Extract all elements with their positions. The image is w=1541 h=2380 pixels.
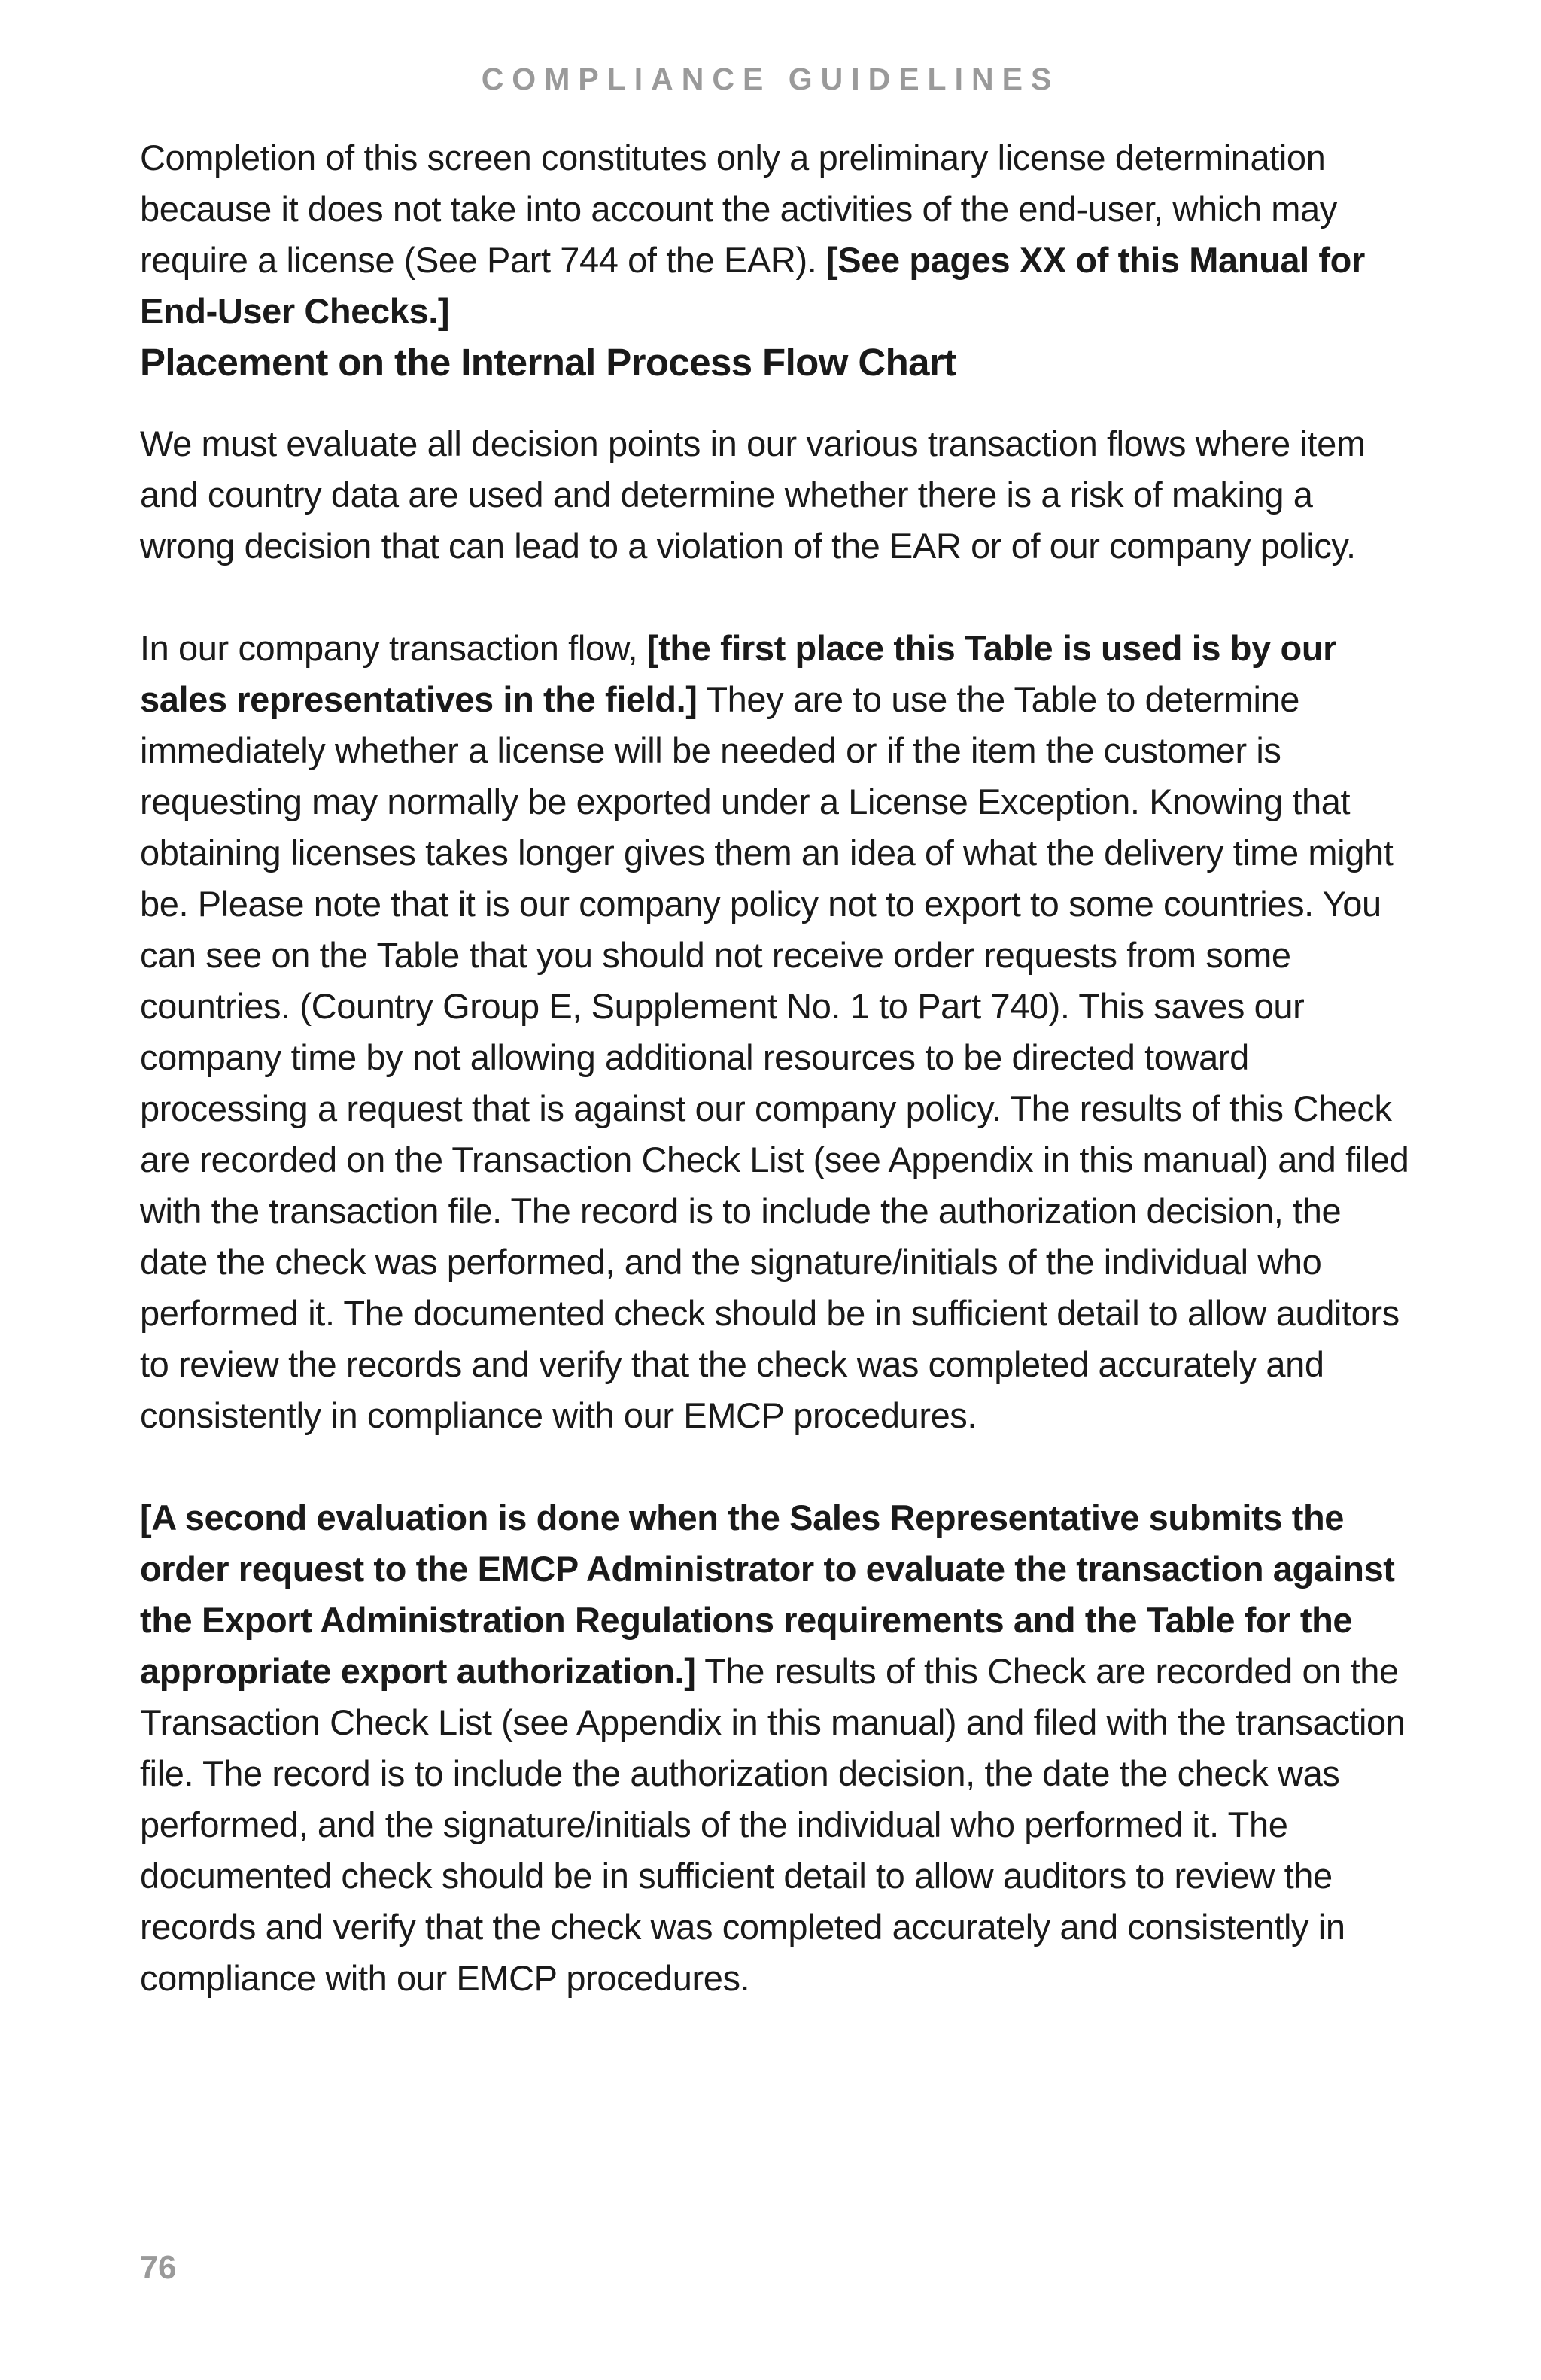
transaction-flow-lead: In our company transaction flow, bbox=[140, 628, 647, 668]
transaction-flow-paragraph bbox=[140, 623, 1412, 1441]
body-text bbox=[140, 132, 1412, 2004]
page-number: 76 bbox=[140, 2249, 176, 2286]
intro-text: Completion of this screen constitutes only a preliminary license determination because it does not take into account the activities of the end-user, which may require a license (See Part 744 of the EAR). bbox=[140, 138, 1337, 280]
intro-paragraph bbox=[140, 132, 1412, 337]
intro-bold-note: [See pages XX of this Manual for End-User Checks.] bbox=[140, 240, 1365, 331]
section-heading: Placement on the Internal Process Flow Chart bbox=[140, 341, 956, 384]
transaction-flow-rest: They are to use the Table to determine immediately whether a license will be needed or if the item the customer is requesting may normally be exported under a License Exception. Knowing that obtaining licenses takes longer gives them an idea of what the delivery time might be. Please note that it is our company policy not to export to some countries. You can see on the Table that you should not receive order requests from some countries. (Country Group E, Supplement No. 1 to Part 740). This saves our company time by not allowing additional resources to be directed toward processing a request that is against our company policy. The results of this Check are recorded on the Transaction Check List (see Appendix in this manual) and filed with the transaction file. The record is to include the authorization decision, the date the check was performed, and the signature/initials of the individual who performed it. The documented check should be in sufficient detail to allow auditors to review the records and verify that the check was completed accurately and consistently in compliance with our EMCP procedures. bbox=[140, 679, 1409, 1435]
second-evaluation-bold: [A second evaluation is done when the Sales Representative submits the order request to the EMCP Administrator to evaluate the transaction against the Export Administration Regulations requirements and the Table for the appropriate export authorization.] bbox=[140, 1498, 1395, 1691]
second-evaluation-paragraph bbox=[140, 1492, 1412, 2004]
decision-points-paragraph: We must evaluate all decision points in our various transaction flows where item and country data are used and determine whether there is a risk of making a wrong decision that can lead to a violation of the EAR or of our company policy. bbox=[140, 423, 1366, 566]
running-header: COMPLIANCE GUIDELINES bbox=[481, 62, 1060, 96]
second-evaluation-rest: The results of this Check are recorded on the Transaction Check List (see Appendix in this manual) and filed with the transaction file. The record is to include the authorization decision, the date the check was performed, and the signature/initials of the individual who performed it. The documented check should be in sufficient detail to allow auditors to review the records and verify that the check was completed accurately and consistently in compliance with our EMCP procedures. bbox=[140, 1651, 1406, 1998]
transaction-flow-bold: [the first place this Table is used is by our sales representatives in the field.] bbox=[140, 628, 1337, 719]
